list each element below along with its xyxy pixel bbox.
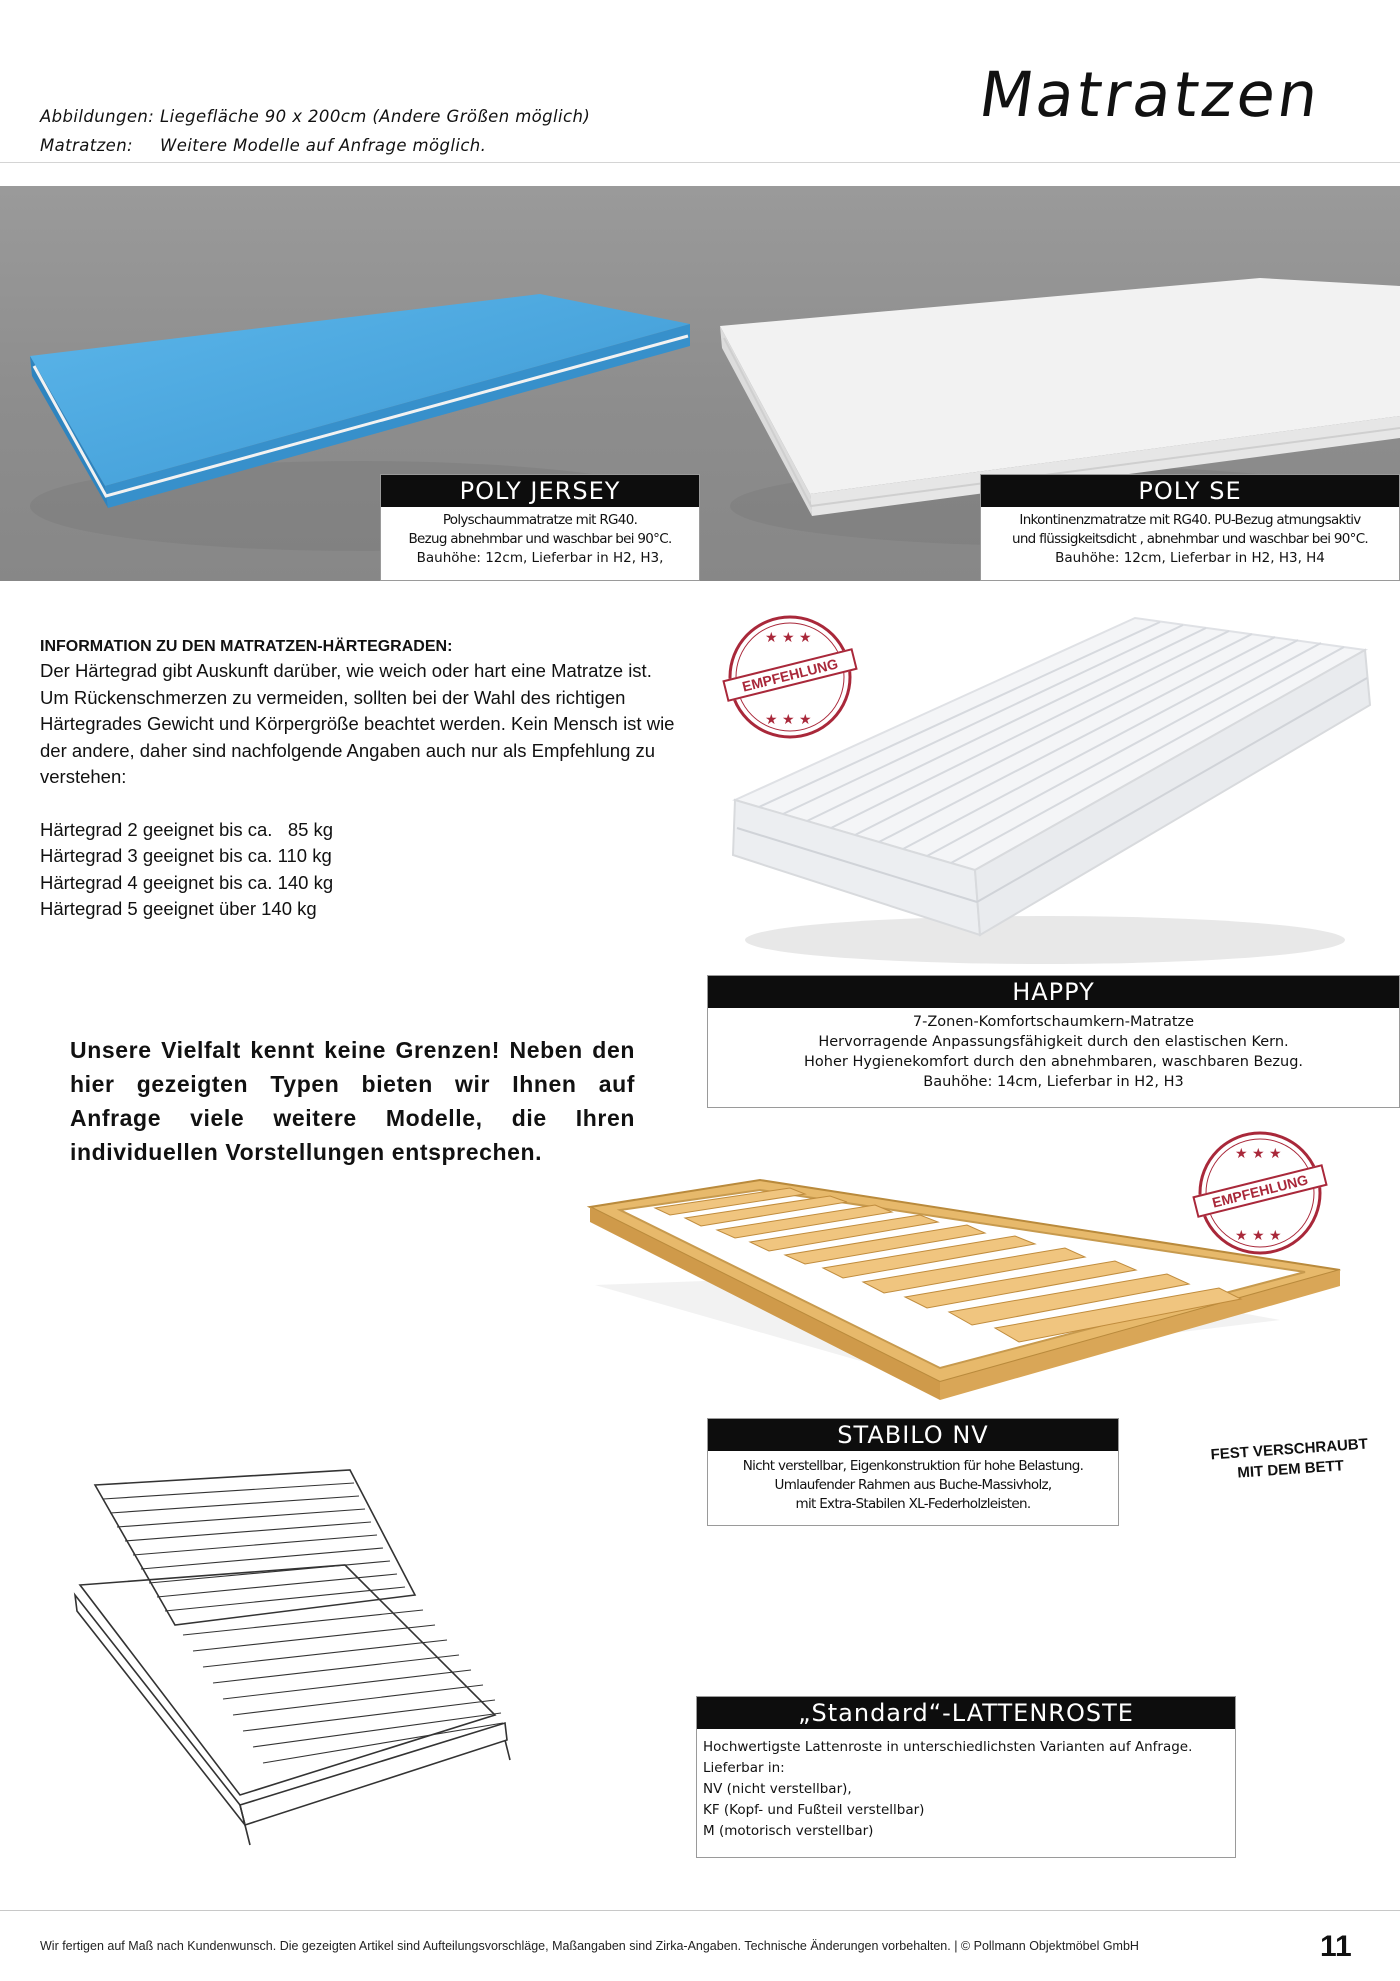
standard-frame-drawing [55, 1465, 665, 1865]
hardness-grade: Härtegrad 4 geeignet bis ca. 140 kg [40, 871, 334, 893]
product-description [697, 1729, 1235, 1842]
happy-mattress-image [715, 610, 1375, 970]
desc-line: Bauhöhe: 12cm, Lieferbar in H2, H3, H4 [1055, 550, 1325, 566]
header-label: Matratzen: [40, 136, 134, 155]
header-rule [0, 162, 1400, 163]
desc-line: 7-Zonen-Komfortschaumkern-Matratze [912, 1014, 1195, 1030]
product-name: „Standard“-LATTENROSTE [697, 1697, 1235, 1729]
poly-se-label [980, 474, 1400, 581]
header-label: Abbildungen: [40, 107, 155, 126]
standard-label [696, 1696, 1236, 1858]
desc-line: Hochwertigste Lattenroste in unterschiedlichsten Varianten auf Anfrage. [703, 1739, 1193, 1755]
promo-text: Unsere Vielfalt kennt keine Grenzen! Neben den hier gezeigten Typen bieten wir Ihnen auf Anfrage viele weitere Modelle, die Ihren individuellen Vorstellungen entsprechen. [70, 1037, 635, 1165]
hardness-info [40, 638, 680, 923]
desc-line: Bauhöhe: 14cm, Lieferbar in H2, H3 [923, 1074, 1184, 1090]
product-name: POLY SE [981, 475, 1399, 507]
product-description [708, 1008, 1399, 1092]
hardness-grade-list [40, 817, 680, 923]
desc-line: Polyschaummatratze mit RG40. [442, 512, 638, 528]
product-name: HAPPY [708, 976, 1399, 1008]
hardness-grade: Härtegrad 2 geeignet bis ca. 85 kg [40, 818, 334, 840]
poly-jersey-label [380, 474, 700, 581]
desc-line: NV (nicht verstellbar), [703, 1781, 852, 1797]
footer-rule [0, 1910, 1400, 1911]
fixed-note [1209, 1434, 1371, 1485]
desc-line: Lieferbar in: [703, 1760, 785, 1776]
svg-text:★ ★ ★: ★ ★ ★ [765, 630, 812, 646]
note-line: FEST VERSCHRAUBT [1210, 1435, 1369, 1464]
product-description [381, 507, 699, 568]
stabilo-label [707, 1418, 1119, 1526]
page-number: 11 [1320, 1930, 1352, 1963]
desc-line: Inkontinenzmatratze mit RG40. PU-Bezug atmungsaktiv [1019, 512, 1361, 528]
product-name: POLY JERSEY [381, 475, 699, 507]
desc-line: Nicht verstellbar, Eigenkonstruktion für hohe Belastung. [742, 1458, 1084, 1474]
desc-line: Bauhöhe: 12cm, Lieferbar in H2, H3, [416, 550, 664, 566]
desc-line: Umlaufender Rahmen aus Buche-Massivholz, [774, 1477, 1052, 1493]
header-line-matratzen [40, 136, 486, 155]
header-line-abbildungen [40, 107, 590, 126]
footer-text: Wir fertigen auf Maß nach Kundenwunsch. Die gezeigten Artikel sind Aufteilungsvorschläge, Maßangaben sind Zirka-Angaben. Technische Änderungen vorbehalten. | © Pollmann Objektmöbel GmbH [40, 1939, 1139, 1953]
header-text: Liegefläche 90 x 200cm (Andere Größen möglich) [160, 107, 591, 126]
stamp-label: EMPFEHLUNG [1192, 1164, 1327, 1218]
product-description [708, 1451, 1118, 1514]
note-line: MIT DEM BETT [1236, 1457, 1345, 1482]
product-name: STABILO NV [708, 1419, 1118, 1451]
stamp-label: EMPFEHLUNG [722, 648, 857, 702]
desc-line: Bezug abnehmbar und waschbar bei 90°C. [408, 531, 672, 547]
desc-line: KF (Kopf- und Fußteil verstellbar) [703, 1802, 925, 1818]
svg-text:★ ★ ★: ★ ★ ★ [1235, 1146, 1282, 1162]
svg-text:★ ★ ★: ★ ★ ★ [1235, 1228, 1282, 1244]
desc-line: Hervorragende Anpassungsfähigkeit durch den elastischen Kern. [818, 1034, 1289, 1050]
desc-line: M (motorisch verstellbar) [703, 1823, 874, 1839]
stabilo-frame-image [585, 1160, 1345, 1410]
desc-line: Hoher Hygienekomfort durch den abnehmbaren, waschbaren Bezug. [803, 1054, 1304, 1070]
product-description [981, 507, 1399, 568]
info-paragraph: Der Härtegrad gibt Auskunft darüber, wie weich oder hart eine Matratze ist. Um Rückenschmerzen zu vermeiden, sollten bei der Wahl des richtigen Härtegrades Gewicht und Körpergröße beachtet werden. Kein Mensch ist wie der andere, daher sind nachfolgende Angaben auch nur als Empfehlung zu verstehen: [40, 660, 675, 787]
svg-text:★ ★ ★: ★ ★ ★ [765, 712, 812, 728]
header-text: Weitere Modelle auf Anfrage möglich. [160, 136, 487, 155]
page-title: Matratzen [974, 58, 1326, 131]
hardness-grade: Härtegrad 5 geeignet über 140 kg [40, 898, 317, 919]
hardness-grade: Härtegrad 3 geeignet bis ca. 110 kg [40, 845, 332, 866]
happy-label [707, 975, 1400, 1108]
desc-line: und flüssigkeitsdicht , abnehmbar und waschbar bei 90°C. [1011, 531, 1369, 547]
info-heading: INFORMATION ZU DEN MATRATZEN-HÄRTEGRADEN: [40, 638, 453, 655]
desc-line: mit Extra-Stabilen XL-Federholzleisten. [795, 1496, 1031, 1512]
